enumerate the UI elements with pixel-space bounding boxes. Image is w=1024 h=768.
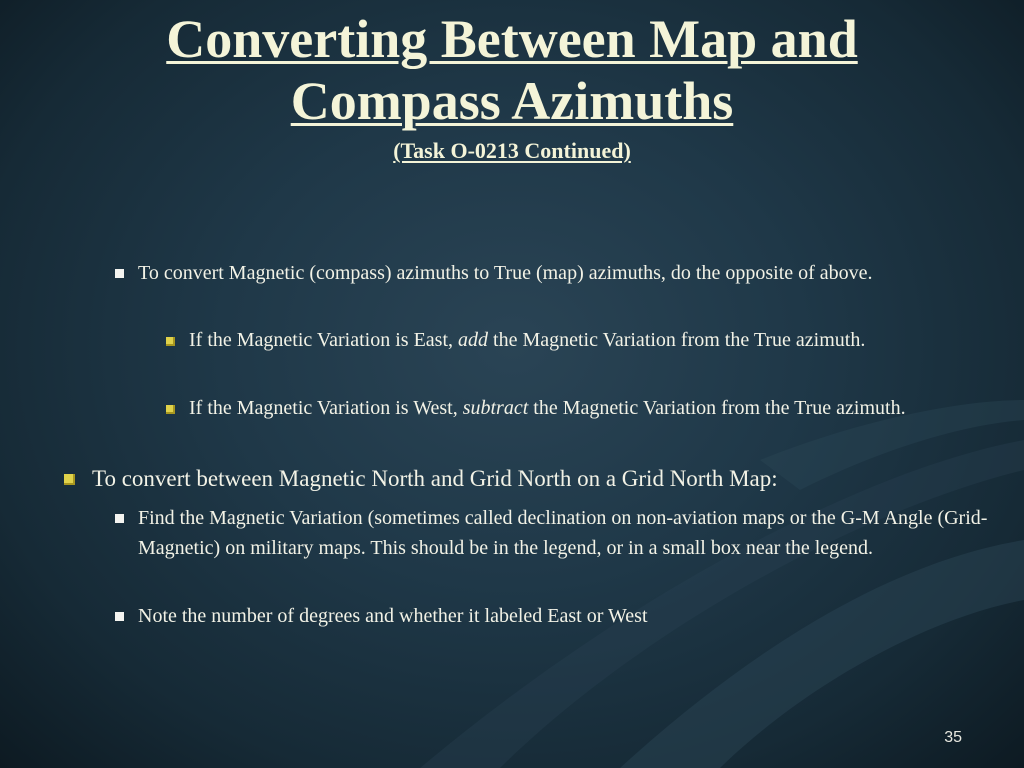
- square-bullet-icon: [166, 337, 175, 346]
- bullet-text-emphasis: subtract: [462, 397, 529, 419]
- bullet-text: Note the number of degrees and whether it labeled East or West: [138, 605, 648, 627]
- square-bullet-icon: [115, 269, 124, 278]
- bullet-text-post: the Magnetic Variation from the True azimuth.: [528, 397, 906, 419]
- square-bullet-icon: [166, 405, 175, 414]
- bullet-text: To convert Magnetic (compass) azimuths to True (map) azimuths, do the opposite of above.: [138, 262, 873, 284]
- bullet-text: Find the Magnetic Variation (sometimes called declination on non-aviation maps or the G-M Angle (Grid-Magnetic) on military maps. This should be in the legend, or in a small box near the legend.: [138, 507, 988, 559]
- square-bullet-icon: [115, 514, 124, 523]
- bullet-text-post: the Magnetic Variation from the True azimuth.: [488, 329, 866, 351]
- title-line-1: Converting Between Map and: [166, 9, 858, 69]
- bullet-text: To convert between Magnetic North and Grid North on a Grid North Map:: [92, 466, 778, 491]
- bullet-item: [92, 464, 992, 494]
- square-bullet-icon: [115, 612, 124, 621]
- title-subtitle: (Task O-0213 Continued): [393, 138, 631, 163]
- title-line-2: Compass Azimuths: [290, 71, 734, 131]
- bullet-item: [189, 393, 989, 424]
- page-number: 35: [944, 729, 962, 746]
- bullet-text-pre: If the Magnetic Variation is West,: [189, 397, 463, 419]
- bullet-item: [138, 503, 1010, 563]
- square-bullet-icon: [64, 474, 75, 485]
- bullet-text-emphasis: add: [458, 329, 489, 351]
- bullet-item: [138, 258, 998, 288]
- bullet-item: [138, 601, 998, 631]
- bullet-item: [189, 325, 979, 356]
- bullet-text-pre: If the Magnetic Variation is East,: [189, 329, 459, 351]
